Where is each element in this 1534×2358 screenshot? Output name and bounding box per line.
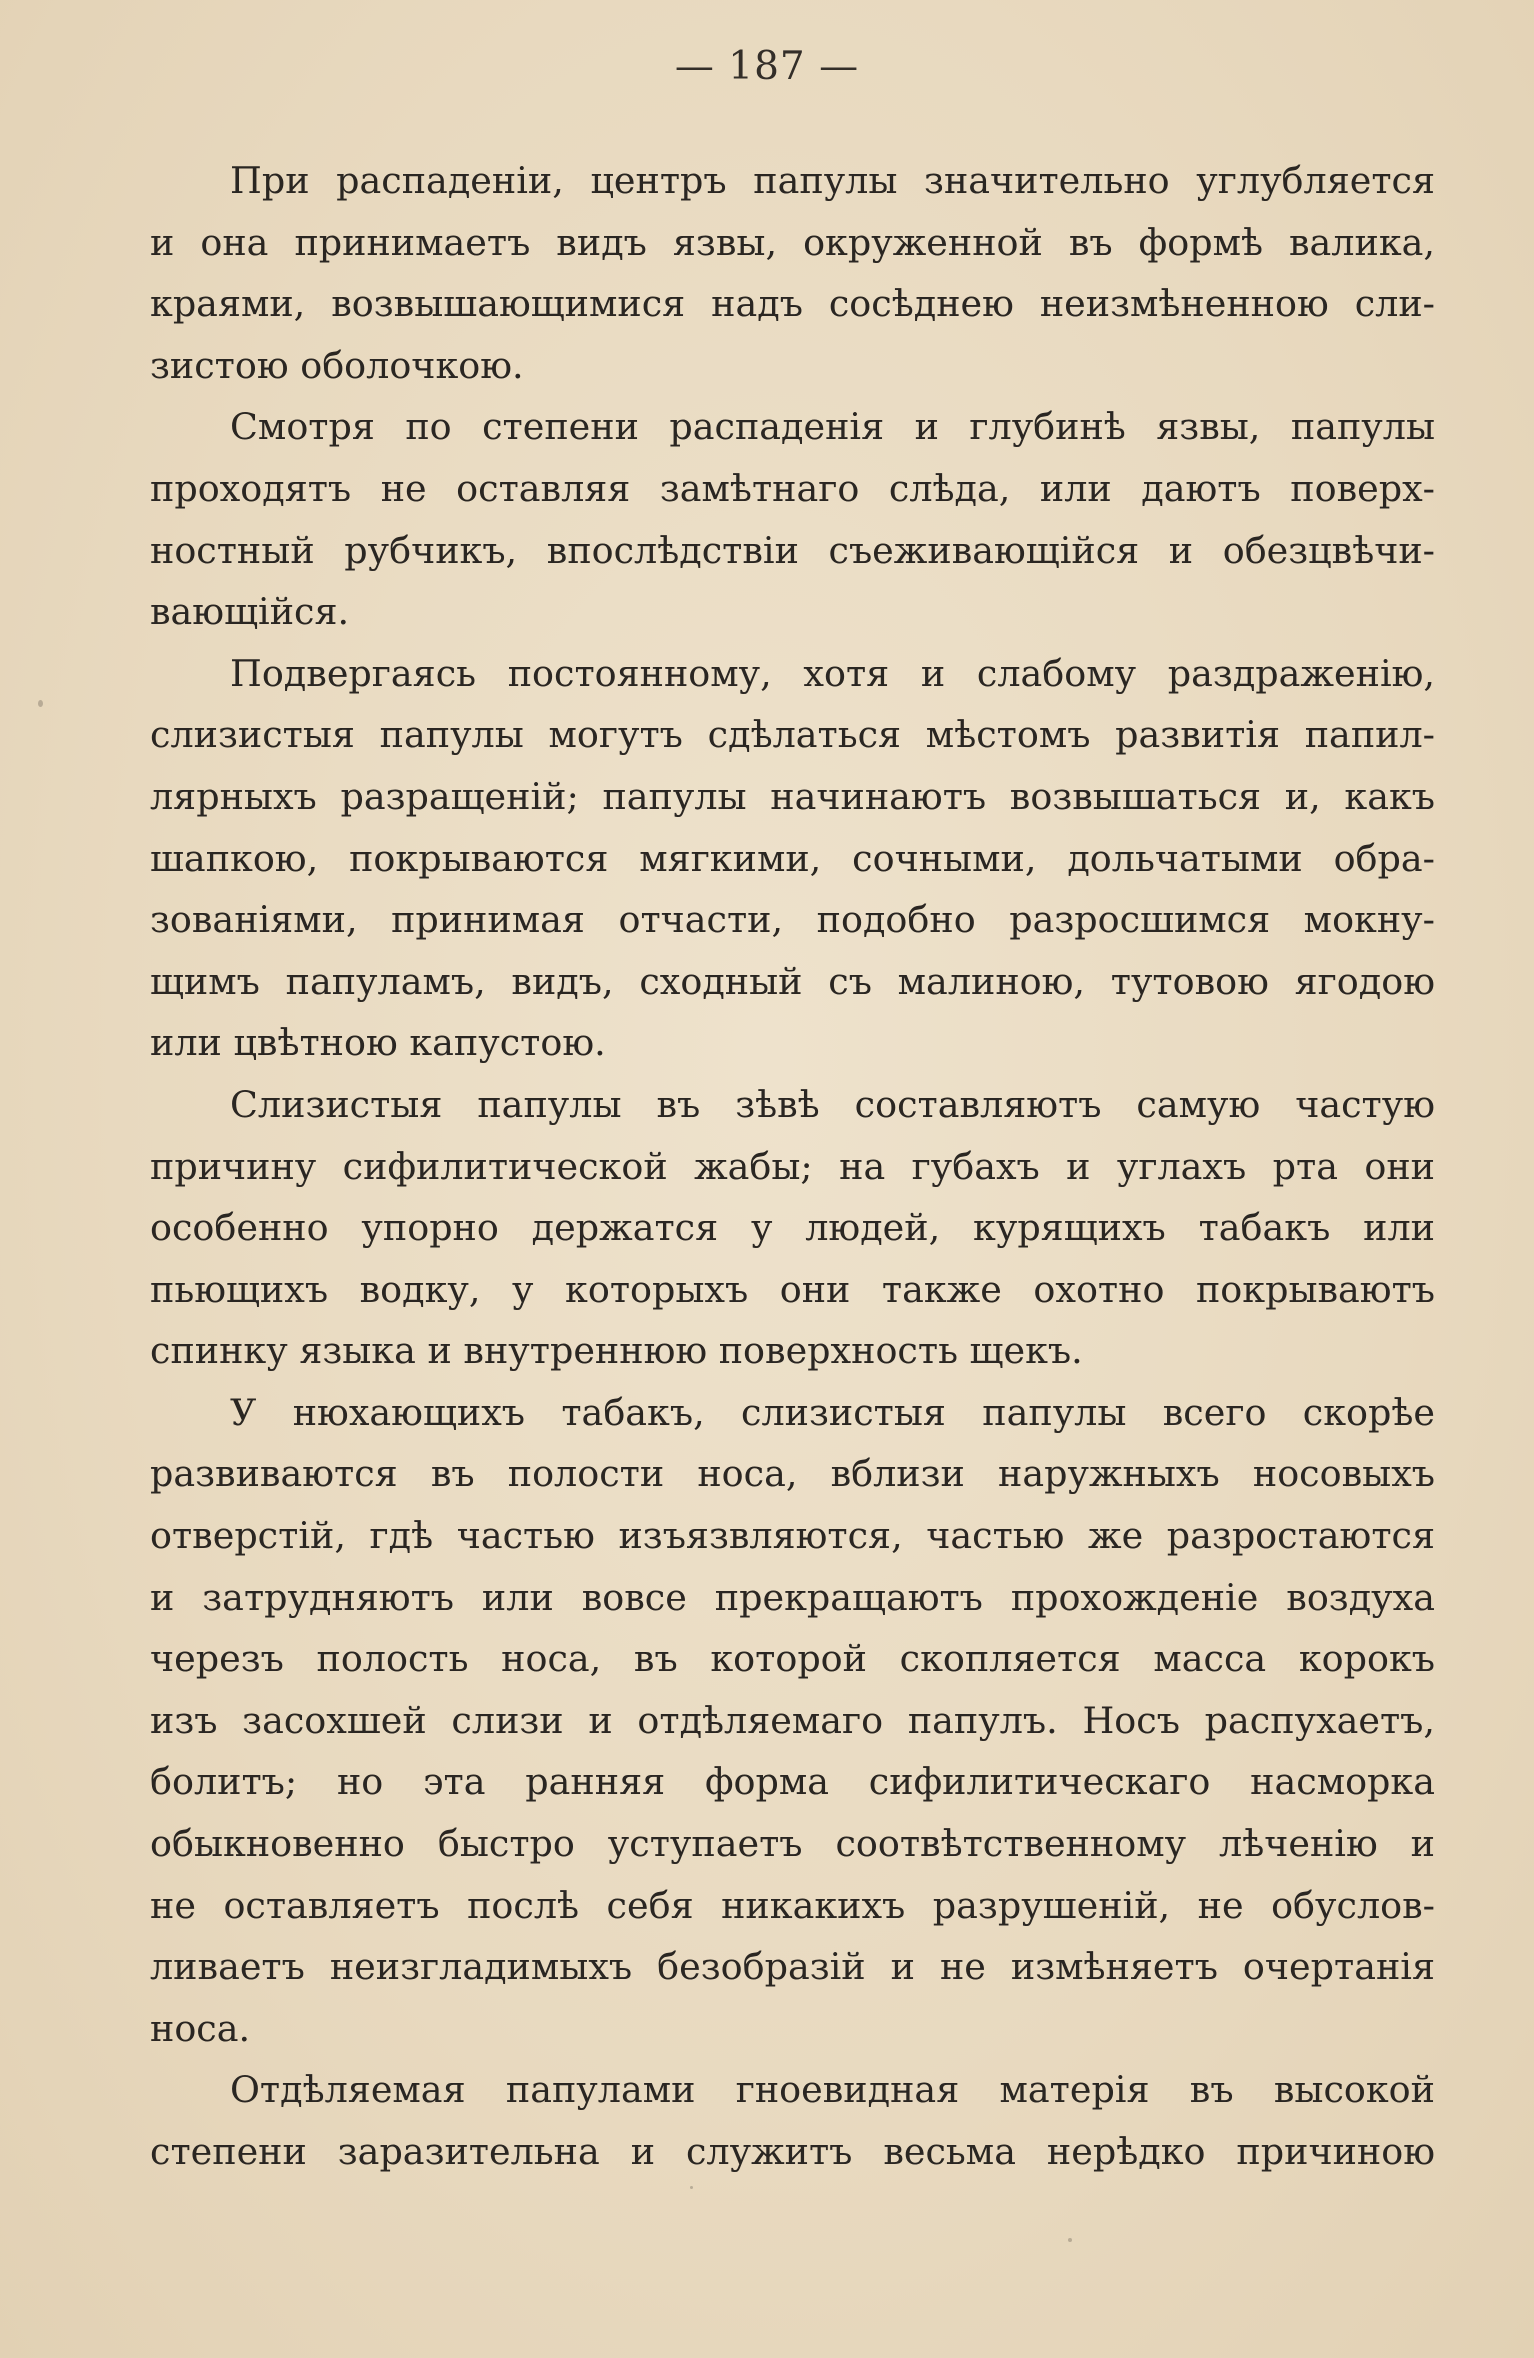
paragraph-2-line-2: проходятъ не оставляя замѣтнаго слѣда, или даютъ поверх- [150, 466, 1435, 510]
paragraph-5-line-8: обыкновенно быстро уступаетъ соотвѣтственному лѣченію и [150, 1822, 1435, 1866]
paragraph-5-line-11: носа. [150, 2006, 251, 2050]
paper-speck [38, 700, 43, 707]
body-text [150, 150, 1435, 2183]
paragraph-4-line-1: Слизистыя папулы въ зѣвѣ составляютъ самую частую [230, 1082, 1435, 1126]
paragraph-3-line-4: шапкою, покрываются мягкими, сочными, дольчатыми обра- [150, 836, 1435, 880]
page-number: — 187 — [674, 44, 860, 89]
paragraph-5-line-2: развиваются въ полости носа, вблизи наружныхъ носовыхъ [150, 1452, 1435, 1496]
paper-speck [1068, 2238, 1072, 2242]
paragraph-5-line-3: отверстій, гдѣ частью изъязвляются, частью же разростаются [150, 1514, 1435, 1558]
paragraph-2-line-1: Смотря по степени распаденія и глубинѣ язвы, папулы [230, 405, 1435, 449]
paragraph-4-line-3: особенно упорно держатся у людей, курящихъ табакъ или [150, 1206, 1435, 1250]
paragraph-1-line-3: краями, возвышающимися надъ сосѣднею неизмѣненною сли- [150, 282, 1435, 326]
paragraph-4-line-2: причину сифилитической жабы; на губахъ и углахъ рта они [150, 1144, 1435, 1188]
paragraph-6-line-2: степени заразительна и служитъ весьма нерѣдко причиною [150, 2130, 1435, 2173]
paragraph-4-line-4: пьющихъ водку, у которыхъ они также охотно покрываютъ [150, 1267, 1435, 1311]
paragraph-3-line-2: слизистыя папулы могутъ сдѣлаться мѣстомъ развитія папил- [150, 713, 1435, 757]
paragraph-3-line-6: щимъ папуламъ, видъ, сходный съ малиною, тутовою ягодою [150, 959, 1435, 1003]
paragraph-1-line-2: и она принимаетъ видъ язвы, окруженной въ формѣ валика, [150, 220, 1435, 264]
paragraph-5-line-6: изъ засохшей слизи и отдѣляемаго папулъ. Носъ распухаетъ, [150, 1698, 1435, 1742]
paragraph-2-line-3: ностный рубчикъ, впослѣдствіи съеживающійся и обезцвѣчи- [150, 528, 1435, 572]
paragraph-3-line-3: лярныхъ разращеній; папулы начинаютъ возвышаться и, какъ [150, 774, 1435, 818]
paragraph-5-line-9: не оставляетъ послѣ себя никакихъ разрушеній, не обуслов- [150, 1883, 1435, 1927]
paragraph-5-line-1: У нюхающихъ табакъ, слизистыя папулы всего скорѣе [230, 1390, 1435, 1434]
paragraph-5-line-4: и затрудняютъ или вовсе прекращаютъ прохожденіе воздуха [150, 1575, 1435, 1619]
paragraph-3-line-7: или цвѣтною капустою. [150, 1021, 606, 1065]
paragraph-1-line-4: зистою оболочкою. [150, 343, 524, 387]
paper-speck [690, 2186, 693, 2189]
paragraph-2-line-4: вающійся. [150, 590, 350, 634]
paragraph-4-line-5: спинку языка и внутреннюю поверхность щекъ. [150, 1329, 1083, 1373]
paragraph-6-line-1: Отдѣляемая папулами гноевидная матерія въ высокой [230, 2068, 1435, 2112]
paragraph-5-line-5: черезъ полость носа, въ которой скопляется масса корокъ [150, 1637, 1435, 1681]
paragraph-5-line-7: болитъ; но эта ранняя форма сифилитическаго насморка [150, 1760, 1435, 1804]
paragraph-3-line-1: Подвергаясь постоянному, хотя и слабому раздраженію, [230, 651, 1435, 695]
paragraph-3-line-5: зованіями, принимая отчасти, подобно разросшимся мокну- [150, 898, 1435, 942]
paragraph-1-line-1: При распаденіи, центръ папулы значительно углубляется [230, 159, 1435, 202]
paragraph-5-line-10: ливаетъ неизгладимыхъ безобразій и не измѣняетъ очертанія [150, 1945, 1435, 1989]
